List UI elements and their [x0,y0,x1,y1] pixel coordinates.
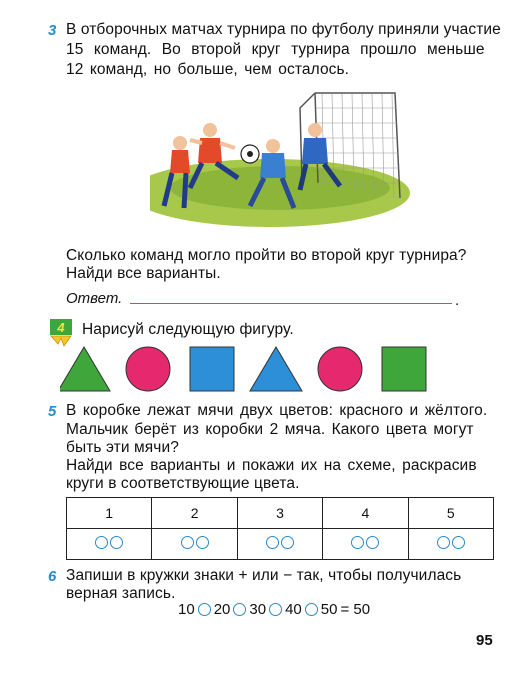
table-header-row [67,498,494,529]
sign-circle[interactable] [198,603,211,616]
answer-label: Ответ. [66,290,123,307]
triangle-shape [60,347,110,391]
task-4-text: Нарисуй следующую фигуру. [82,321,294,338]
answer-line-end: . [455,292,460,309]
sign-circle[interactable] [233,603,246,616]
term: 30 [249,601,267,618]
task-5-line-3: быть эти мячи? [66,439,179,456]
circle-cell[interactable] [408,529,493,560]
ball [241,145,259,163]
shape-sequence [60,346,460,392]
task-5-line-5: круги в соответствующие цвета. [66,475,300,492]
task-3-question-1: Сколько команд могло пройти во второй круг турнира? [66,247,467,264]
task-3-line-3: 12 команд, но больше, чем осталось. [66,61,350,78]
square-shape [190,347,234,391]
table-row [67,529,494,560]
task-5-line-2: Мальчик берёт из коробки 2 мяча. Какого цвета могут [66,421,474,438]
task-3-line-2: 15 команд. Во второй круг турнира прошло меньше [66,41,485,58]
task-4-number: 4 [57,320,65,335]
page-number: 95 [476,632,493,649]
equation [178,601,370,618]
task-6-line-1: Запиши в кружки знаки + или − так, чтобы получилась [66,567,462,584]
task-6-line-2: верная запись. [66,585,176,602]
task-5-line-4: Найди все варианты и покажи их на схеме, раскрасив [66,457,477,474]
task-3-question-2: Найди все варианты. [66,265,221,282]
term: 20 [213,601,231,618]
ball-circle [452,536,465,549]
term: 50 [320,601,338,618]
task-5-line-1: В коробке лежат мячи двух цветов: красного и жёлтого. [66,402,488,419]
column-header: 3 [237,498,322,529]
ball-circle [196,536,209,549]
term: 10 [178,601,195,618]
ball-circle [181,536,194,549]
triangle-shape [250,347,302,391]
circle-shape [126,347,170,391]
task-5-number: 5 [48,403,57,420]
ball-circle [110,536,123,549]
ball-variants-table [66,497,494,560]
answer-line[interactable] [130,303,452,304]
sign-circle[interactable] [305,603,318,616]
ball-circle [95,536,108,549]
square-shape [382,347,426,391]
circle-shape [318,347,362,391]
column-header: 1 [67,498,152,529]
equation-result: = 50 [340,601,371,618]
ball-circle [266,536,279,549]
task-3-line-1: В отборочных матчах турнира по футболу приняли участие [66,21,501,38]
task-3-number: 3 [48,22,57,39]
circle-cell[interactable] [152,529,237,560]
column-header: 5 [408,498,493,529]
ball-circle [351,536,364,549]
column-header: 4 [323,498,408,529]
term: 40 [285,601,302,618]
circle-cell[interactable] [237,529,322,560]
sign-circle[interactable] [269,603,282,616]
ball-circle [281,536,294,549]
ball-circle [366,536,379,549]
circle-cell[interactable] [67,529,152,560]
football-illustration [150,88,410,228]
circle-cell[interactable] [323,529,408,560]
task-6-number: 6 [48,568,57,585]
column-header: 2 [152,498,237,529]
ball-circle [437,536,450,549]
